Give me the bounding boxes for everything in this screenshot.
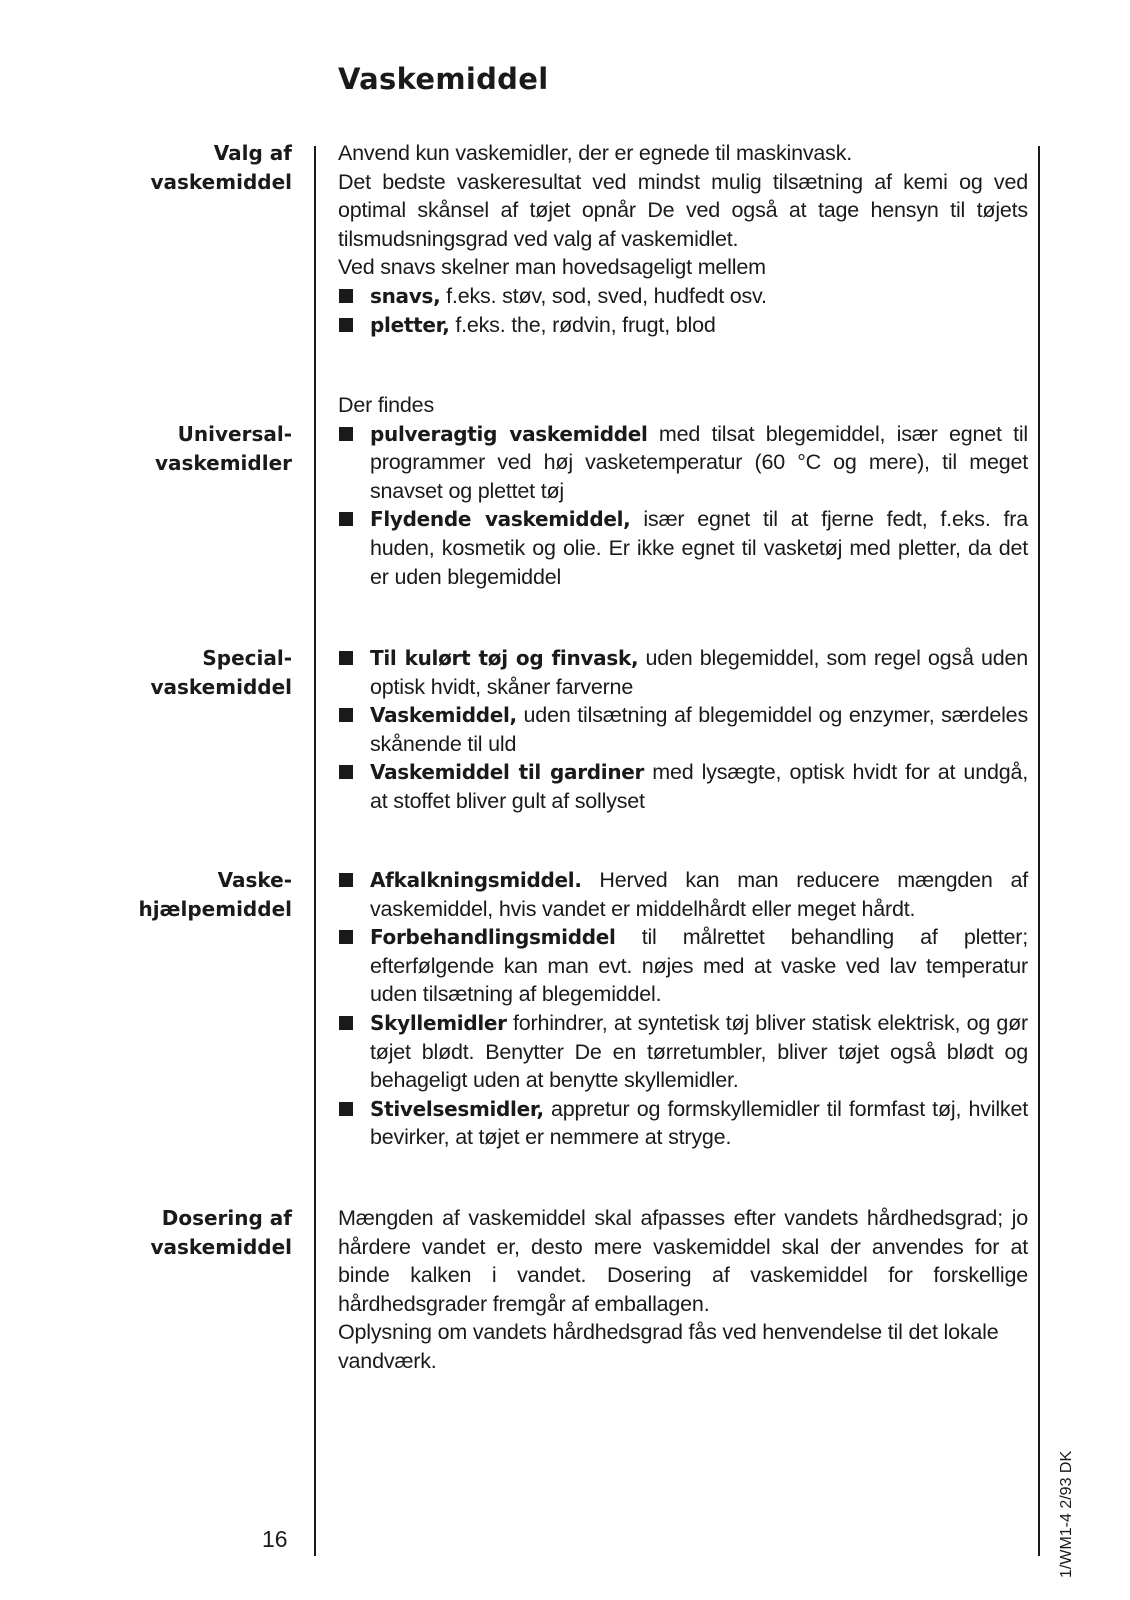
dosering-paragraph-1: Mængden af vaskemiddel skal afpasses efter vandets hårdhedsgrad; jo hårdere vandet er, desto mere vaskemiddel skal der anvendes for at binde kalken i vandet. Dosering af vaskemiddel for forskellige hårdhedsgrader fremgår af emballagen. [338,1206,1028,1316]
item-text: især egnet til at fjerne fedt, f.eks. fra huden, kosmetik og olie. Er ikke egnet til vasketøj med pletter, da det er uden blegemiddel [370,507,1028,589]
valg-paragraph-2: Det bedste vaskeresultat ved mindst mulig tilsætning af kemi og ved optimal skånsel af tøjet opnår De ved også at tage hensyn til tøjets tilsmudsningsgrad ved valg af vaskemidlet. [338,169,1028,251]
valg-paragraph-1: Anvend kun vaskemidler, der er egnede til maskinvask. [338,141,853,165]
item-term: Vaskemiddel til gardiner [370,760,645,785]
universal-intro: Der findes [338,393,434,417]
list-item [338,311,1028,340]
page-title: Vaskemiddel [338,62,549,96]
item-term: Vaskemiddel, [370,703,517,728]
item-term: Stivelsesmidler, [370,1096,544,1121]
item-term: Til kulørt tøj og finvask, [370,646,639,670]
list-item [338,758,1028,815]
page-number: 16 [262,1526,288,1552]
document-code: 1/WM1-4 2/93 DK [1058,1450,1075,1578]
list-item [338,420,1028,506]
section-valg [338,139,1028,339]
section-universal [338,391,1028,591]
dosering-paragraph-2: Oplysning om vandets hårdhedsgrad fås ved henvendelse til det lokale vandværk. [338,1320,999,1373]
item-text: til målrettet behandling af pletter; efterfølgende kan man evt. nøjes med at vaske ved lav temperatur uden tilsætning af blegemiddel. [370,925,1028,1007]
item-text: med lysægte, optisk hvidt for at undgå, at stoffet bliver gult af sollyset [370,760,1028,813]
item-text: f.eks. the, rødvin, frugt, blod [449,312,716,337]
list-item [338,1009,1028,1095]
list-item [338,701,1028,758]
heading-dosering: Dosering af vaskemiddel [150,1206,292,1259]
item-text: uden tilsætning af blegemiddel og enzymer, særdeles skånende til uld [370,703,1028,756]
heading-hjaelpe: Vaske- hjælpemiddel [138,868,292,921]
item-term: Flydende vaskemiddel, [370,507,631,532]
item-text: uden blegemiddel, som regel også uden optisk hvidt, skåner farverne [370,646,1029,699]
heading-special: Special- vaskemiddel [150,646,292,699]
item-term: pulveragtig vaskemiddel [370,421,648,446]
right-margin-rule [1038,146,1040,1556]
section-special [338,644,1028,816]
list-item [338,923,1028,1009]
item-text: med tilsat blegemiddel, især egnet til programmer ved høj vasketemperatur (60 °C og mere), til meget snavset og plettet tøj [370,421,1029,503]
item-term: snavs, [370,283,441,308]
list-item [338,1095,1028,1152]
section-hjaelpe [338,866,1028,1152]
item-text: appretur og formskyllemidler til formfast tøj, hvilket bevirker, at tøjet er nemmere at stryge. [370,1096,1028,1150]
heading-universal: Universal- vaskemidler [154,422,292,475]
list-item [338,505,1028,591]
list-item [338,282,1028,311]
left-column-rule [314,146,316,1556]
heading-valg: Valg af vaskemiddel [150,141,292,194]
valg-paragraph-3: Ved snavs skelner man hovedsageligt mellem [338,255,766,280]
item-text: Herved kan man reducere mængden af vaskemiddel, hvis vandet er middelhårdt eller meget hårdt. [370,868,1028,921]
item-term: pletter, [370,312,450,337]
list-item [338,866,1028,923]
item-text: forhindrer, at syntetisk tøj bliver statisk elektrisk, og gør tøjet blødt. Benytter De en tørretumbler, bliver tøjet også blødt og behageligt uden at benytte skyllemidler. [370,1010,1028,1093]
list-item [338,644,1028,701]
item-term: Forbehandlingsmiddel [370,925,616,950]
section-dosering [338,1204,1028,1376]
item-term: Skyllemidler [370,1010,507,1035]
item-term: Afkalkningsmiddel. [370,868,582,892]
item-text: f.eks. støv, sod, sved, hudfedt osv. [440,283,767,308]
